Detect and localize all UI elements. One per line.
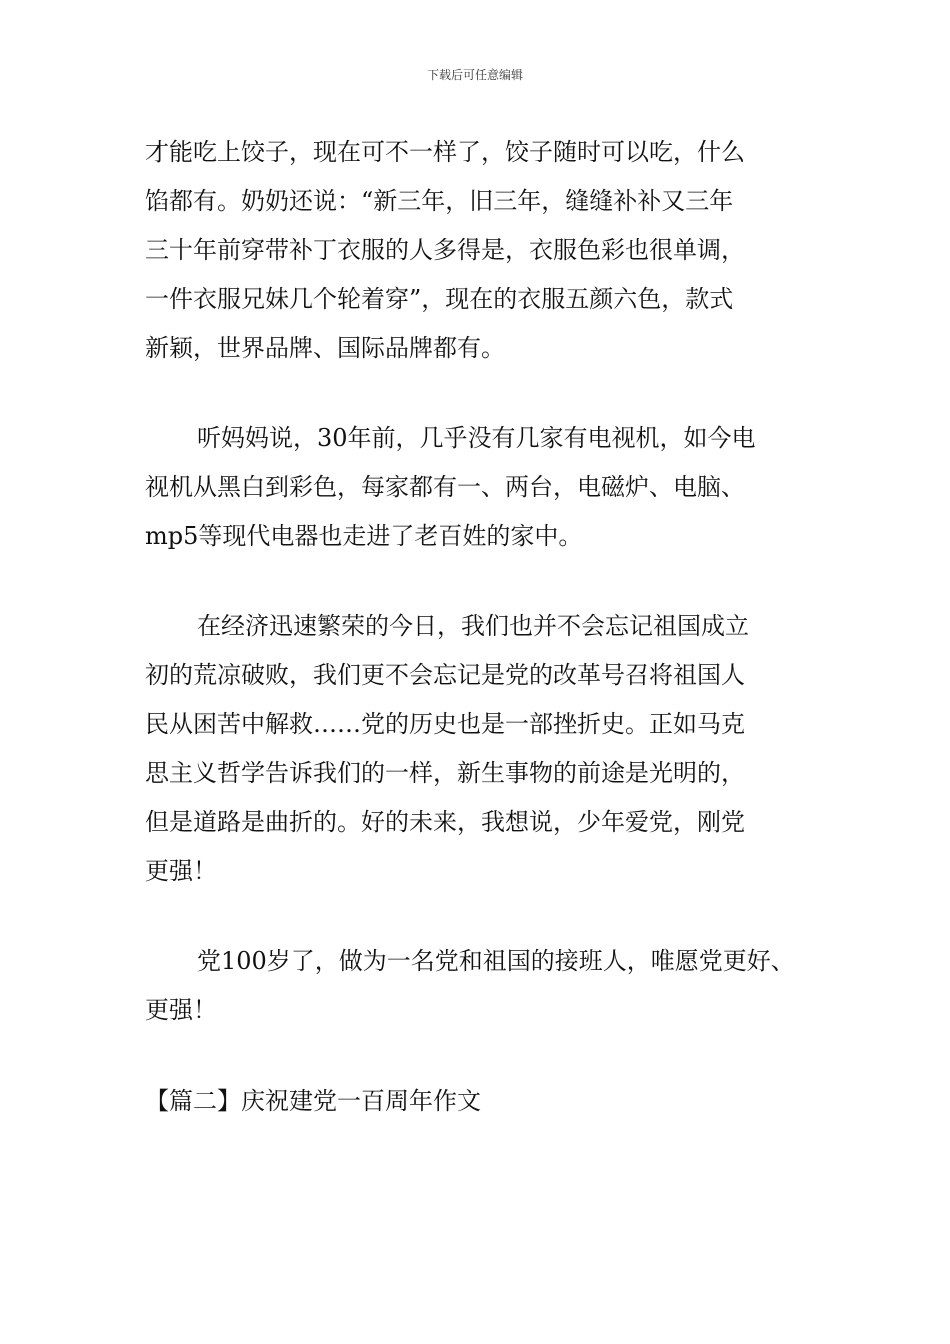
text-line: 更强！ (145, 857, 217, 885)
text-line: 才能吃上饺子，现在可不一样了，饺子随时可以吃，什么 (145, 138, 745, 166)
text-line: 一件衣服兄妹几个轮着穿”，现在的衣服五颜六色，款式 (145, 285, 734, 313)
paragraph (145, 414, 835, 561)
text-line: 馅都有。奶奶还说：“新三年，旧三年，缝缝补补又三年 (145, 187, 734, 215)
paragraph-gap (145, 896, 835, 937)
text-line: 初的荒凉破败，我们更不会忘记是党的改革号召将祖国人 (145, 661, 745, 689)
paragraph-gap (145, 561, 835, 602)
paragraph-gap (145, 373, 835, 414)
paragraph (145, 937, 835, 1035)
text-line: mp5等现代电器也走进了老百姓的家中。 (145, 522, 583, 550)
page-header-note: 下载后可任意编辑 (426, 68, 523, 82)
section-heading: 【篇二】庆祝建党一百周年作文 (145, 1087, 481, 1115)
text-line: 新颖，世界品牌、国际品牌都有。 (145, 334, 505, 362)
text-line: 党100岁了，做为一名党和祖国的接班人，唯愿党更好、 (197, 947, 795, 975)
paragraph (145, 128, 835, 373)
text-line: 民从困苦中解救……党的历史也是一部挫折史。正如马克 (145, 710, 745, 738)
paragraph (145, 602, 835, 896)
text-line: 在经济迅速繁荣的今日，我们也并不会忘记祖国成立 (197, 612, 749, 640)
paragraph-gap (145, 1035, 835, 1077)
text-line: 更强！ (145, 996, 217, 1024)
text-line: 思主义哲学告诉我们的一样，新生事物的前途是光明的， (145, 759, 745, 787)
text-line: 三十年前穿带补丁衣服的人多得是，衣服色彩也很单调， (145, 236, 745, 264)
text-line: 但是道路是曲折的。好的未来，我想说，少年爱党，刚党 (145, 808, 745, 836)
text-line: 听妈妈说，30年前，几乎没有几家有电视机，如今电 (197, 424, 756, 452)
document-body (145, 128, 835, 1126)
text-line: 视机从黑白到彩色，每家都有一、两台，电磁炉、电脑、 (145, 473, 745, 501)
